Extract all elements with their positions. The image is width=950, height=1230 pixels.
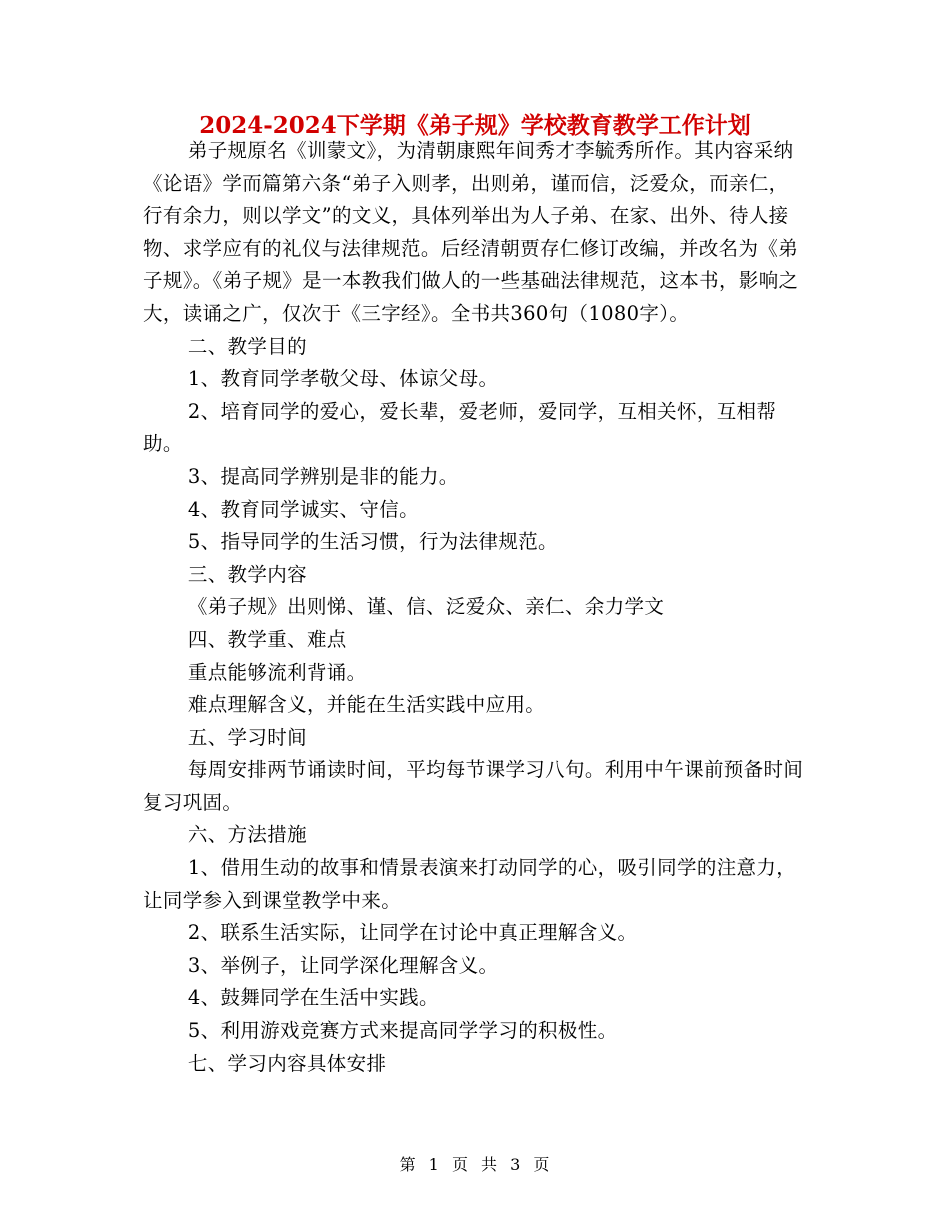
content-text: 《弟子规》出则悌、谨、信、泛爱众、亲仁、余力学文 [187, 595, 665, 619]
heading-teaching-content: 三、教学内容 [187, 562, 307, 586]
goal-item: 2、培育同学的爱心，爱长辈，爱老师，爱同学，互相关怀，互相帮助。 [143, 399, 777, 456]
difficulty-text: 难点理解含义，并能在生活实践中应用。 [187, 693, 546, 717]
goal-item: 4、教育同学诚实、守信。 [187, 497, 419, 521]
document-body [143, 135, 808, 1080]
paragraph-intro: 弟子规原名《训蒙文》，为清朝康熙年间秀才李毓秀所作。其内容采纳《论语》学而篇第六条“弟子入则孝，出则弟，谨而信，泛爱众，而亲仁，行有余力，则以学文”的文义，具体列举出为人子弟、在家、出外、待人接物、求学应有的礼仪与法律规范。后经清朝贾存仁修订改编，并改名为《弟子规》。《弟子规》是一本教我们做人的一些基础法律规范，这本书，影响之大，读诵之广，仅次于《三字经》。全书共360句（1080字）。 [143, 139, 799, 325]
method-item: 2、联系生活实际，让同学在讨论中真正理解含义。 [187, 921, 638, 945]
heading-schedule: 七、学习内容具体安排 [187, 1051, 387, 1075]
method-item: 3、举例子，让同学深化理解含义。 [187, 953, 499, 977]
heading-methods: 六、方法措施 [187, 823, 307, 847]
page-footer: 第 1 页 共 3 页 [399, 1155, 551, 1174]
key-point-text: 重点能够流利背诵。 [187, 660, 367, 684]
document-title: 2024-2024下学期《弟子规》学校教育教学工作计划 [199, 112, 751, 139]
goal-item: 3、提高同学辨别是非的能力。 [187, 464, 459, 488]
goal-item: 5、指导同学的生活习惯，行为法律规范。 [187, 530, 558, 554]
heading-teaching-goals: 二、教学目的 [187, 334, 307, 358]
heading-key-points: 四、教学重、难点 [187, 627, 347, 651]
goal-item: 1、教育同学孝敬父母、体谅父母。 [187, 367, 499, 391]
study-time-text: 每周安排两节诵读时间，平均每节课学习八句。利用中午课前预备时间复习巩固。 [143, 758, 804, 814]
method-item: 5、利用游戏竞赛方式来提高同学学习的积极性。 [187, 1019, 618, 1043]
method-item: 1、借用生动的故事和情景表演来打动同学的心，吸引同学的注意力，让同学参入到课堂教学中来。 [143, 856, 797, 912]
method-item: 4、鼓舞同学在生活中实践。 [187, 986, 439, 1010]
heading-study-time: 五、学习时间 [187, 725, 307, 749]
